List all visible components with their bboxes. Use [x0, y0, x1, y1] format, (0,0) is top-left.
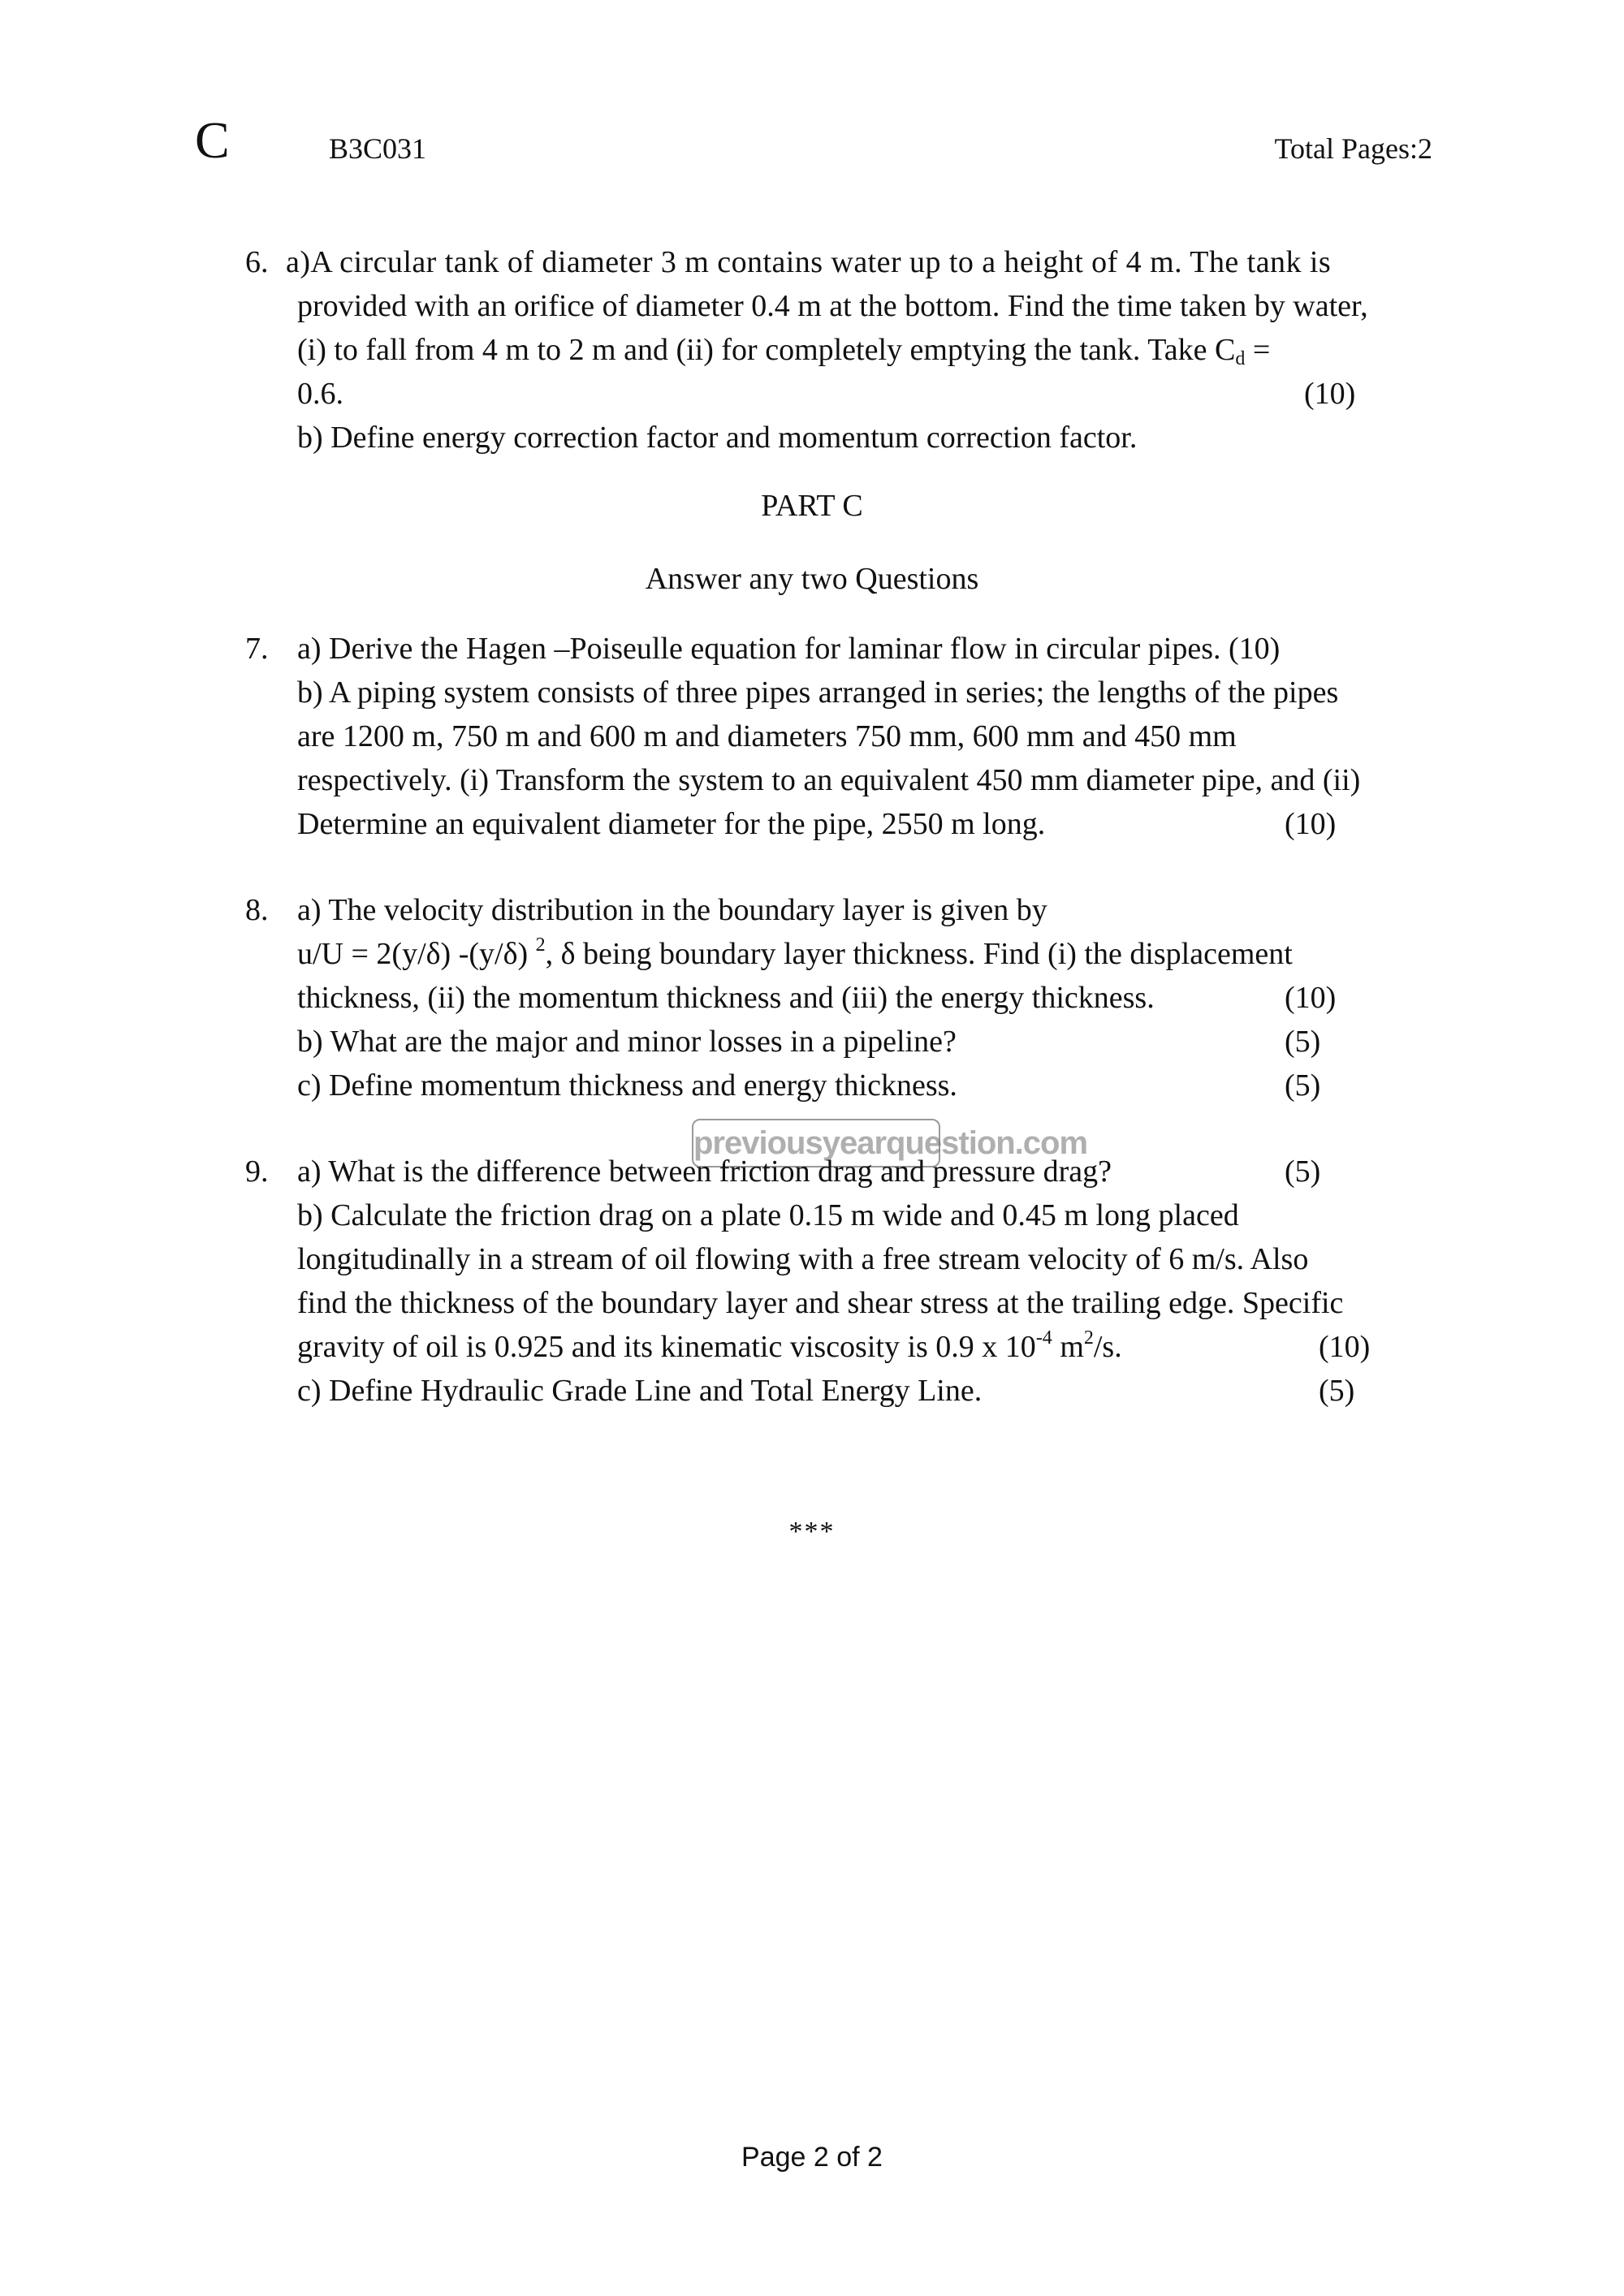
question-number: 7. — [245, 632, 269, 666]
marks: (10) — [1319, 1330, 1371, 1364]
question-text: a) What is the difference between friction drag and pressure drag? — [297, 1154, 1112, 1189]
question-number: 8. — [245, 893, 269, 927]
question-text: thickness, (ii) the momentum thickness and (iii) the energy thickness. — [297, 981, 1155, 1015]
set-letter: C — [195, 111, 230, 169]
marks: (5) — [1285, 1025, 1321, 1059]
question-text: c) Define momentum thickness and energy thickness. — [297, 1068, 957, 1103]
question-text: b) A piping system consists of three pipes arranged in series; the lengths of the pipes — [297, 675, 1339, 710]
total-pages: Total Pages:2 — [1274, 132, 1432, 165]
marks: (5) — [1285, 1154, 1321, 1189]
part-title: PART C — [761, 489, 863, 523]
question-text: provided with an orifice of diameter 0.4 m at the bottom. Find the time taken by water, — [297, 289, 1368, 323]
question-text: 0.6. — [297, 377, 343, 411]
question-text: gravity of oil is 0.925 and its kinematic viscosity is 0.9 x $10^{-4}$ $m^2/s$. — [297, 1327, 1122, 1364]
question-text: Determine an equivalent diameter for the pipe, 2550 m long. — [297, 807, 1046, 841]
question-text: longitudinally in a stream of oil flowing with a free stream velocity of 6 m/s. Also — [297, 1242, 1309, 1276]
question-text: u/U = 2(y/δ) -(y/δ) $^2$, δ being boundary layer thickness. Find (i) the displacement — [297, 934, 1293, 971]
question-text: a) The velocity distribution in the boundary layer is given by — [297, 893, 1047, 927]
end-of-paper-mark: *** — [788, 1517, 836, 1547]
question-text: respectively. (i) Transform the system to an equivalent 450 mm diameter pipe, and (ii) — [297, 763, 1361, 797]
paper-code: B3C031 — [329, 132, 427, 165]
question-text: b) What are the major and minor losses in a pipeline? — [297, 1025, 957, 1059]
marks: (5) — [1319, 1374, 1355, 1408]
marks: (5) — [1285, 1068, 1321, 1103]
marks: (10) — [1285, 807, 1337, 841]
part-instruction: Answer any two Questions — [645, 562, 979, 596]
question-text: find the thickness of the boundary layer and shear stress at the trailing edge. Specific — [297, 1286, 1344, 1320]
question-number: 9. — [245, 1154, 269, 1189]
question-text: c) Define Hydraulic Grade Line and Total Energy Line. — [297, 1374, 983, 1408]
question-text: b) Define energy correction factor and momentum correction factor. — [297, 421, 1138, 455]
question-text: are 1200 m, 750 m and 600 m and diameters 750 mm, 600 mm and 450 mm — [297, 719, 1237, 753]
marks: (10) — [1285, 981, 1337, 1015]
page-number-footer: Page 2 of 2 — [741, 2142, 883, 2173]
question-number: 6. — [245, 245, 269, 279]
question-text: (i) to fall from 4 m to 2 m and (ii) for completely emptying the tank. Take $C_d$ = — [297, 333, 1271, 369]
question-text: a)A circular tank of diameter 3 m contains water up to a height of 4 m. The tank is — [286, 245, 1332, 279]
question-text: a) Derive the Hagen –Poiseulle equation for laminar flow in circular pipes. (10) — [297, 632, 1281, 666]
marks: (10) — [1304, 377, 1356, 411]
watermark-stamp: previousyearquestion.com — [692, 1119, 940, 1167]
question-text: b) Calculate the friction drag on a plate 0.15 m wide and 0.45 m long placed — [297, 1198, 1239, 1232]
